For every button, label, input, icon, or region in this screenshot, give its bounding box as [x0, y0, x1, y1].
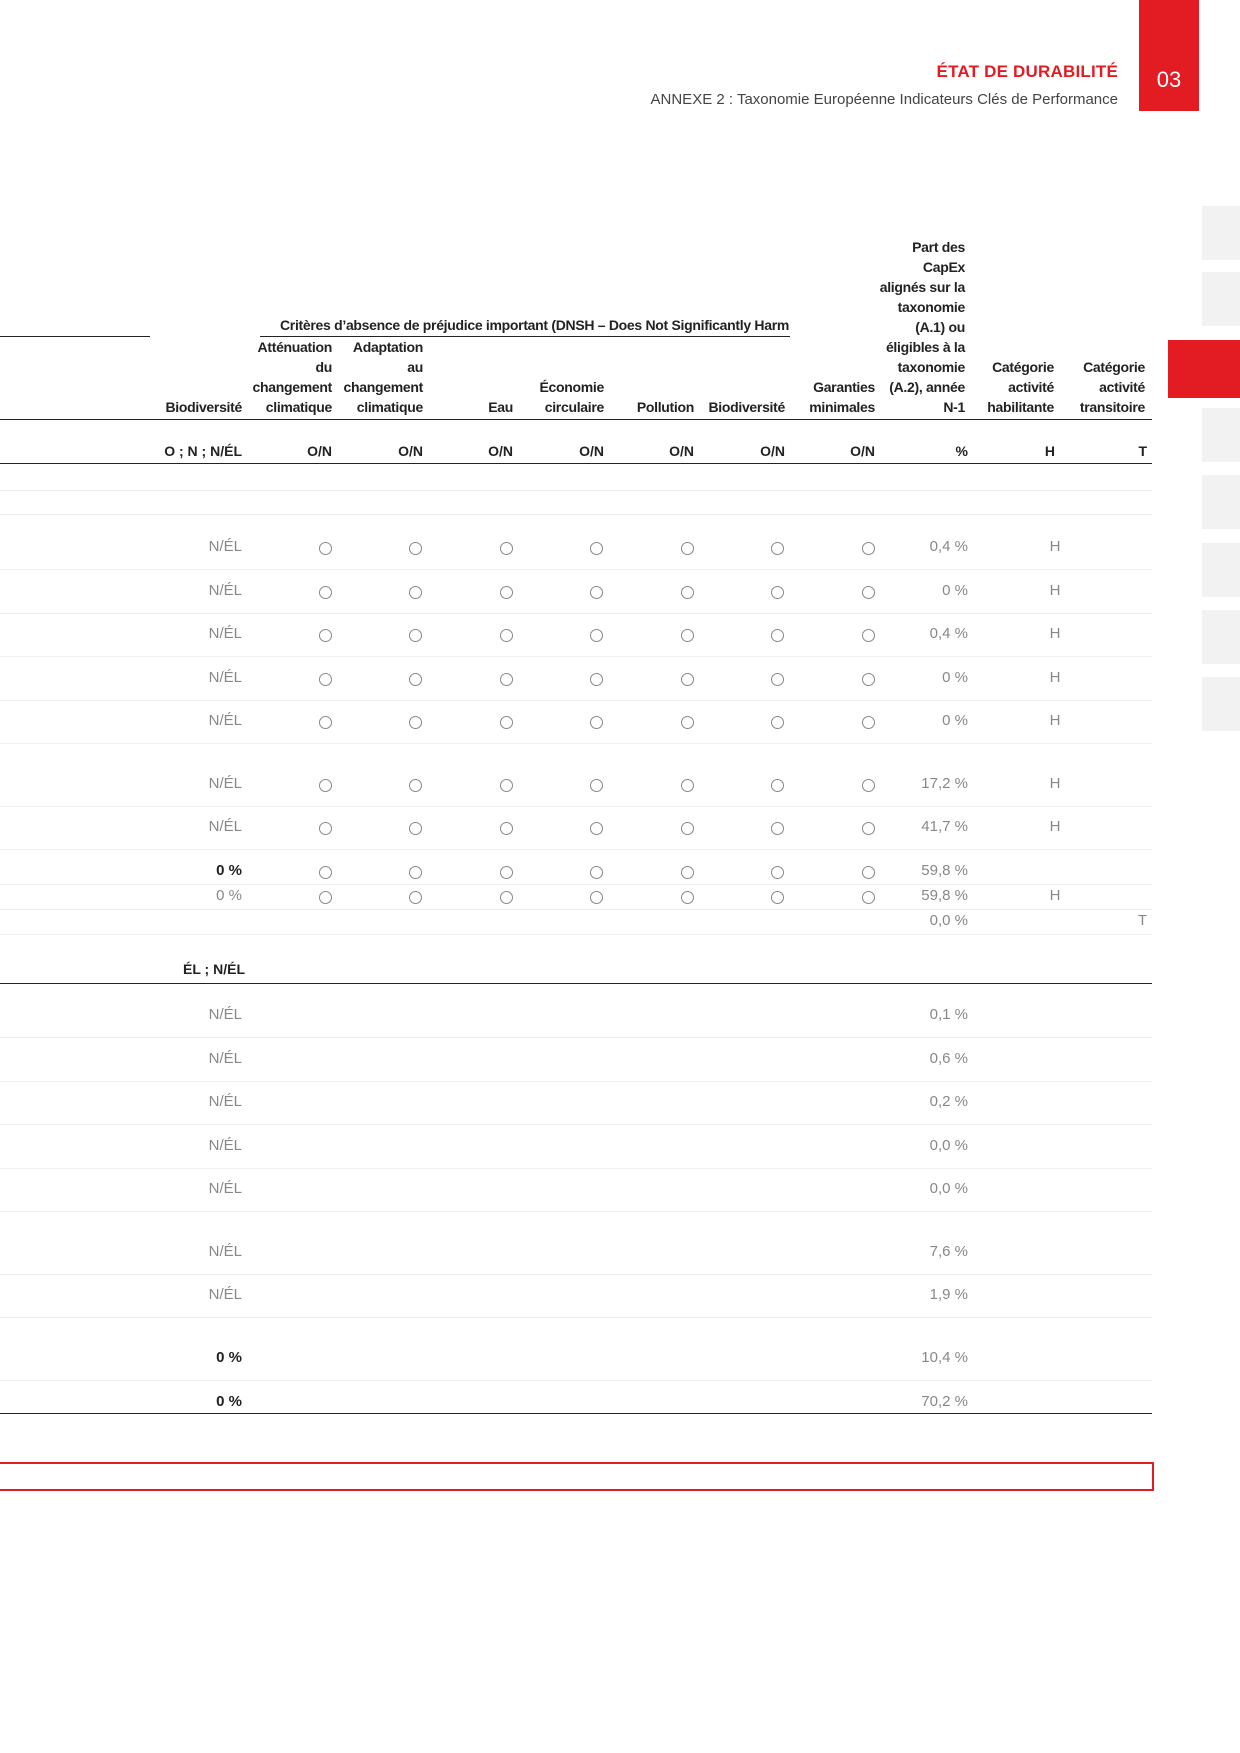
criteria-circle-icon: [319, 542, 332, 555]
criteria-circle-icon: [681, 822, 694, 835]
criteria-circle-icon: [681, 779, 694, 792]
code-cell: O/N: [669, 443, 694, 459]
row-status: N/ÉL: [208, 818, 242, 835]
row-rule: [0, 909, 1152, 910]
criteria-circle-icon: [590, 891, 603, 904]
criteria-circle-icon: [500, 779, 513, 792]
col-header-pollution: Pollution: [636, 399, 694, 415]
criteria-circle-icon: [590, 866, 603, 879]
criteria-circle-icon: [681, 673, 694, 686]
criteria-circle-icon: [590, 629, 603, 642]
row-capex-share: 0,0 %: [929, 1137, 968, 1154]
row-status: N/ÉL: [208, 1286, 242, 1303]
row-enabling: H: [1049, 538, 1061, 555]
row-enabling: H: [1049, 712, 1061, 729]
row-capex-share: 10,4 %: [921, 1349, 968, 1366]
criteria-circle-icon: [409, 542, 422, 555]
row-rule: [0, 1380, 1152, 1381]
table-bottom-rule: [0, 1413, 1152, 1414]
dnsh-group-header: Critères d’absence de préjudice important (DNSH – Does Not Significantly Harm: [280, 317, 790, 333]
criteria-circle-icon: [590, 716, 603, 729]
row-rule: [0, 613, 1152, 614]
row-capex-share: 59,8 %: [921, 862, 968, 879]
row-status: 0 %: [216, 1349, 242, 1366]
col-header-capex-share: Part des CapEx alignés sur la taxonomie (A.1) ou éligibles à la taxonomie (A.2), année N-1: [879, 239, 965, 415]
row-status: 0 %: [216, 887, 242, 904]
row-rule: [0, 1274, 1152, 1275]
side-tab-7[interactable]: [1202, 610, 1240, 664]
row-enabling: H: [1049, 775, 1061, 792]
criteria-circle-icon: [409, 891, 422, 904]
section-title: ÉTAT DE DURABILITÉ: [936, 62, 1118, 81]
row-capex-share: 0,4 %: [929, 625, 968, 642]
criteria-circle-icon: [681, 866, 694, 879]
criteria-circle-icon: [681, 716, 694, 729]
criteria-circle-icon: [681, 586, 694, 599]
col-header-minimum-safeguards: Garanties minimales: [809, 379, 875, 415]
side-tab-2[interactable]: [1202, 272, 1240, 326]
row-rule: [0, 884, 1152, 885]
row-status: N/ÉL: [208, 1180, 242, 1197]
row-status: N/ÉL: [208, 1006, 242, 1023]
criteria-circle-icon: [771, 716, 784, 729]
row-status: N/ÉL: [208, 538, 242, 555]
criteria-circle-icon: [319, 866, 332, 879]
row-enabling: H: [1049, 582, 1061, 599]
criteria-circle-icon: [319, 673, 332, 686]
criteria-circle-icon: [319, 716, 332, 729]
chapter-badge: [1139, 0, 1199, 111]
col-header-biodiversity-1: Biodiversité: [165, 399, 242, 415]
row-capex-share: 0 %: [942, 669, 968, 686]
row-rule: [0, 1037, 1152, 1038]
row-capex-share: 0,0 %: [929, 1180, 968, 1197]
row-rule: [0, 1168, 1152, 1169]
row-capex-share: 70,2 %: [921, 1393, 968, 1410]
criteria-circle-icon: [681, 629, 694, 642]
row-rule: [0, 1124, 1152, 1125]
code-cell: O ; N ; N/ÉL: [164, 443, 242, 459]
criteria-circle-icon: [771, 779, 784, 792]
criteria-circle-icon: [771, 891, 784, 904]
col-header-biodiversity-2: Biodiversité: [708, 399, 785, 415]
criteria-circle-icon: [319, 629, 332, 642]
row-capex-share: 41,7 %: [921, 818, 968, 835]
row-transitional: T: [1137, 912, 1147, 929]
side-tab-1[interactable]: [1202, 206, 1240, 260]
code-cell: O/N: [579, 443, 604, 459]
row-rule: [0, 849, 1152, 850]
criteria-circle-icon: [319, 822, 332, 835]
criteria-circle-icon: [409, 866, 422, 879]
criteria-circle-icon: [319, 779, 332, 792]
criteria-circle-icon: [590, 673, 603, 686]
row-status: 0 %: [216, 1393, 242, 1410]
code-cell: H: [1044, 443, 1055, 459]
criteria-circle-icon: [500, 673, 513, 686]
side-tab-3-active[interactable]: [1168, 340, 1240, 398]
col-header-mitigation: Atténuation du changement climatique: [252, 339, 332, 415]
code-cell: O/N: [488, 443, 513, 459]
side-tab-8[interactable]: [1202, 677, 1240, 731]
col-header-adaptation: Adaptation au changement climatique: [343, 339, 423, 415]
row-enabling: H: [1049, 818, 1061, 835]
criteria-circle-icon: [771, 586, 784, 599]
criteria-circle-icon: [319, 586, 332, 599]
criteria-circle-icon: [500, 542, 513, 555]
row-rule: [0, 1317, 1152, 1318]
row-capex-share: 1,9 %: [929, 1286, 968, 1303]
col-header-water: Eau: [488, 399, 513, 415]
col-header-enabling: Catégorie activité habilitante: [987, 359, 1054, 415]
chapter-number: 03: [1156, 67, 1182, 92]
criteria-circle-icon: [590, 586, 603, 599]
code-cell: %: [955, 443, 968, 459]
criteria-circle-icon: [319, 891, 332, 904]
row-capex-share: 0,6 %: [929, 1050, 968, 1067]
row-capex-share: 0,4 %: [929, 538, 968, 555]
row-capex-share: 0,1 %: [929, 1006, 968, 1023]
page-subtitle: ANNEXE 2 : Taxonomie Européenne Indicateurs Clés de Performance: [650, 91, 1118, 108]
row-capex-share: 0,0 %: [929, 912, 968, 929]
side-tab-4[interactable]: [1202, 408, 1240, 462]
row-capex-share: 0 %: [942, 712, 968, 729]
row-rule: [0, 1081, 1152, 1082]
row-capex-share: 59,8 %: [921, 887, 968, 904]
criteria-circle-icon: [681, 542, 694, 555]
code-cell: O/N: [760, 443, 785, 459]
criteria-circle-icon: [409, 673, 422, 686]
criteria-circle-icon: [771, 542, 784, 555]
spacer-rule: [0, 490, 1152, 491]
criteria-circle-icon: [681, 891, 694, 904]
row-rule: [0, 700, 1152, 701]
code-cell: O/N: [850, 443, 875, 459]
row-status: N/ÉL: [208, 1243, 242, 1260]
col-header-circular-economy: Économie circulaire: [539, 379, 604, 415]
row-status: N/ÉL: [208, 1050, 242, 1067]
criteria-circle-icon: [590, 779, 603, 792]
row-enabling: H: [1049, 625, 1061, 642]
criteria-circle-icon: [500, 586, 513, 599]
criteria-circle-icon: [500, 716, 513, 729]
row-status: N/ÉL: [208, 1137, 242, 1154]
code-row-rule: [0, 463, 1152, 464]
header-left-rule: [0, 336, 150, 337]
row-status: N/ÉL: [208, 625, 242, 642]
row-enabling: H: [1049, 669, 1061, 686]
criteria-circle-icon: [771, 822, 784, 835]
criteria-circle-icon: [771, 629, 784, 642]
row-enabling: H: [1049, 887, 1061, 904]
row-status: N/ÉL: [208, 712, 242, 729]
row-capex-share: 0,2 %: [929, 1093, 968, 1110]
criteria-circle-icon: [409, 779, 422, 792]
code-cell: O/N: [398, 443, 423, 459]
criteria-circle-icon: [409, 586, 422, 599]
row-rule: [0, 743, 1152, 744]
criteria-circle-icon: [409, 629, 422, 642]
code-cell: T: [1138, 443, 1147, 459]
row-status: N/ÉL: [208, 1093, 242, 1110]
total-row-box: [0, 1462, 1154, 1491]
criteria-circle-icon: [590, 542, 603, 555]
row-capex-share: 17,2 %: [921, 775, 968, 792]
criteria-circle-icon: [500, 629, 513, 642]
dnsh-underline: [260, 336, 790, 337]
criteria-circle-icon: [409, 822, 422, 835]
row-capex-share: 7,6 %: [929, 1243, 968, 1260]
side-tab-6[interactable]: [1202, 543, 1240, 597]
criteria-circle-icon: [500, 822, 513, 835]
criteria-circle-icon: [771, 673, 784, 686]
row-rule: [0, 656, 1152, 657]
side-tab-5[interactable]: [1202, 475, 1240, 529]
row-status: N/ÉL: [208, 775, 242, 792]
row-status: N/ÉL: [208, 582, 242, 599]
criteria-circle-icon: [771, 866, 784, 879]
row-rule: [0, 1211, 1152, 1212]
criteria-circle-icon: [409, 716, 422, 729]
criteria-circle-icon: [590, 822, 603, 835]
row-rule: [0, 934, 1152, 935]
row-status: N/ÉL: [208, 669, 242, 686]
code-cell: O/N: [307, 443, 332, 459]
spacer-rule: [0, 514, 1152, 515]
criteria-circle-icon: [500, 891, 513, 904]
row-capex-share: 0 %: [942, 582, 968, 599]
section-b-header: ÉL ; N/ÉL: [183, 961, 245, 977]
col-header-transitional: Catégorie activité transitoire: [1079, 359, 1145, 415]
header-bottom-rule: [0, 419, 1152, 420]
row-status: 0 %: [216, 862, 242, 879]
row-rule: [0, 569, 1152, 570]
section-b-rule: [0, 983, 1152, 984]
criteria-circle-icon: [500, 866, 513, 879]
row-rule: [0, 806, 1152, 807]
